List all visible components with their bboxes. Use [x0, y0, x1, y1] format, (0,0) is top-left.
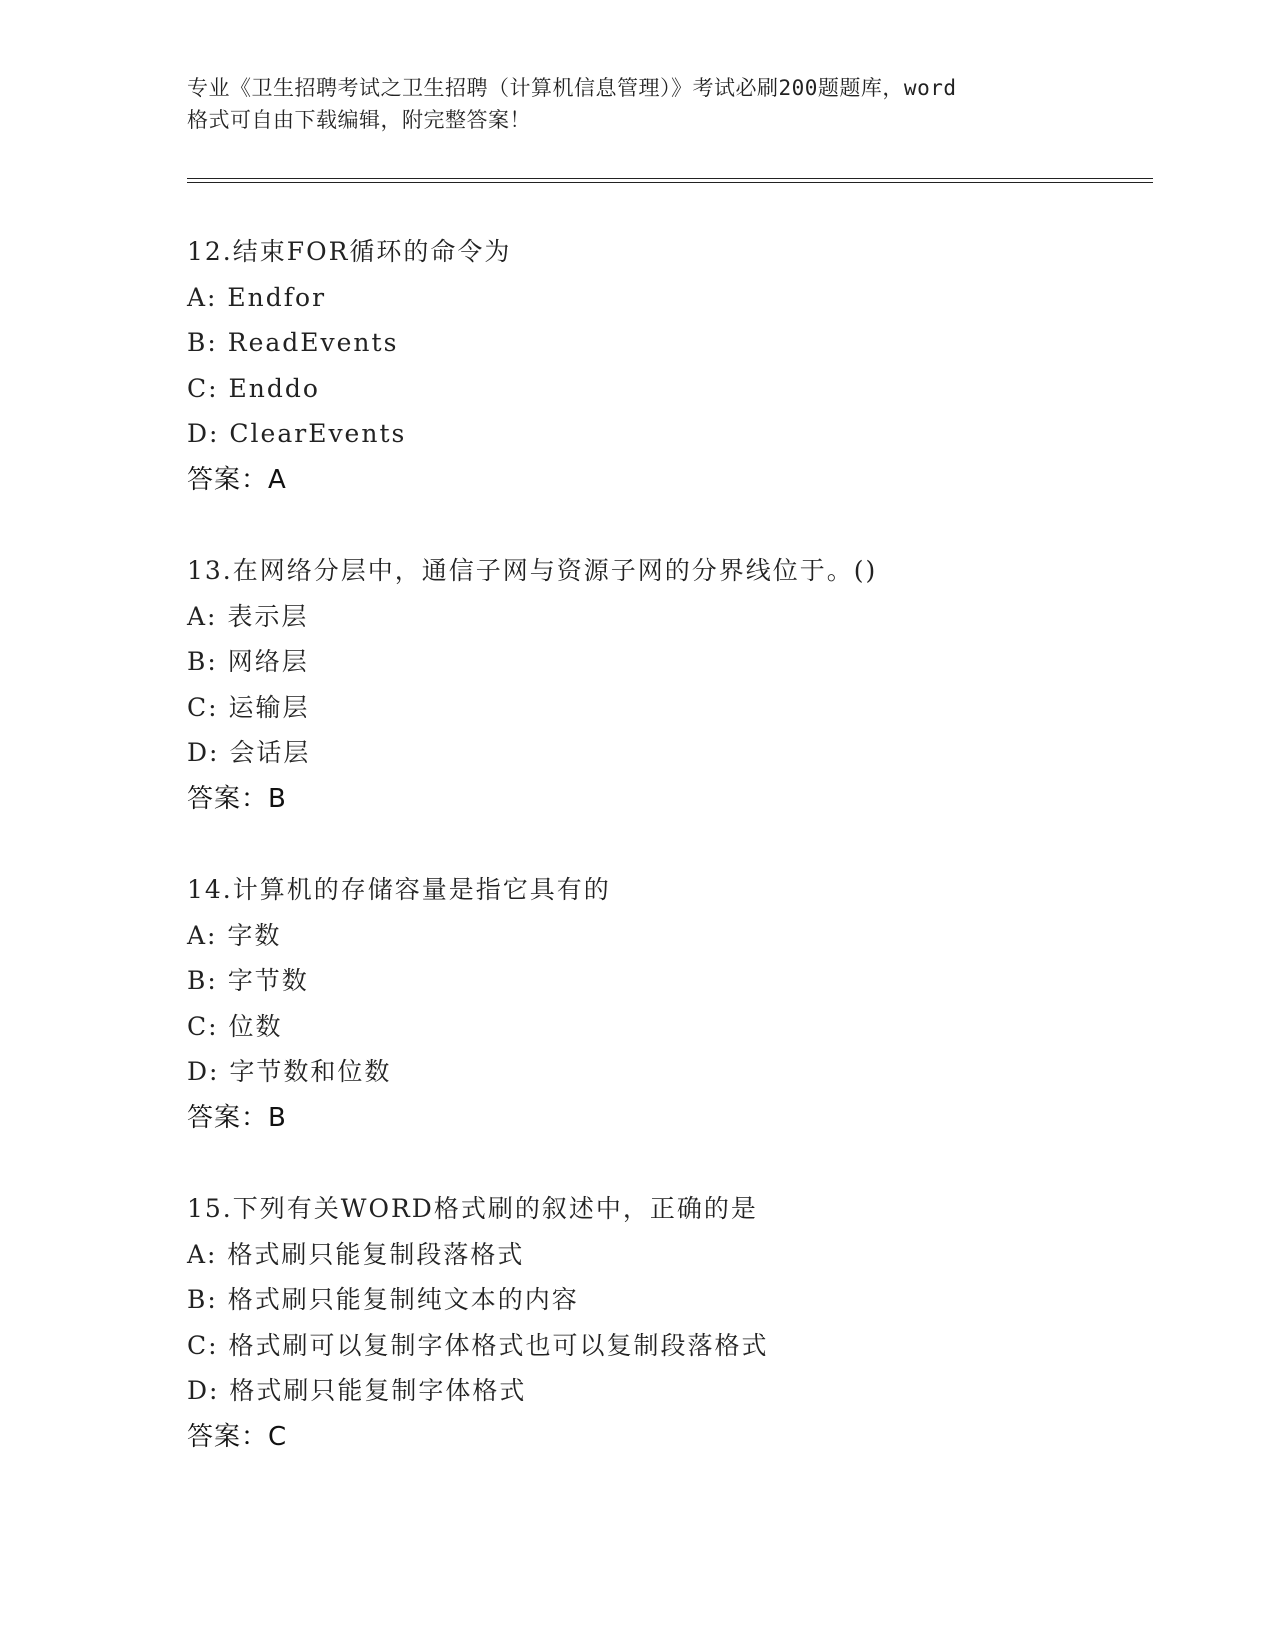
header-divider-top [187, 178, 1153, 179]
question-stem: 14.计算机的存储容量是指它具有的 [187, 875, 611, 904]
option-d: D: ClearEvents [187, 419, 407, 448]
question-14 [187, 874, 1153, 1193]
question-stem: 12.结束FOR循环的命令为 [187, 237, 512, 266]
document-header [187, 72, 1087, 136]
question-15 [187, 1193, 1153, 1512]
question-stem: 15.下列有关WORD格式刷的叙述中，正确的是 [187, 1194, 758, 1223]
answer: 答案：C [187, 1421, 288, 1452]
option-b: B: 字节数 [187, 966, 309, 995]
option-a: A: 字数 [187, 920, 282, 950]
option-c: C: 位数 [187, 1011, 283, 1041]
option-d: D: 会话层 [187, 738, 311, 767]
answer: 答案：B [187, 1102, 287, 1133]
option-d: D: 字节数和位数 [187, 1057, 392, 1086]
answer: 答案：A [187, 464, 287, 495]
option-a: A: Endfor [187, 282, 327, 312]
option-c: C: Enddo [187, 373, 320, 403]
option-c: C: 运输层 [187, 692, 310, 722]
option-c: C: 格式刷可以复制字体格式也可以复制段落格式 [187, 1330, 769, 1360]
option-d: D: 格式刷只能复制字体格式 [187, 1376, 527, 1405]
option-b: B: 网络层 [187, 647, 309, 676]
option-a: A: 表示层 [187, 601, 309, 631]
question-13 [187, 555, 1153, 874]
question-list [187, 236, 1153, 1512]
header-line-2: 格式可自由下载编辑，附完整答案！ [187, 108, 531, 132]
answer: 答案：B [187, 783, 287, 814]
option-b: B: ReadEvents [187, 328, 399, 357]
header-line-1: 专业《卫生招聘考试之卫生招聘（计算机信息管理）》考试必刷200题题库，word [187, 76, 957, 100]
question-stem: 13.在网络分层中，通信子网与资源子网的分界线位于。() [187, 556, 878, 585]
option-a: A: 格式刷只能复制段落格式 [187, 1239, 525, 1269]
header-divider-bottom [187, 182, 1153, 183]
question-12 [187, 236, 1153, 555]
option-b: B: 格式刷只能复制纯文本的内容 [187, 1285, 579, 1314]
